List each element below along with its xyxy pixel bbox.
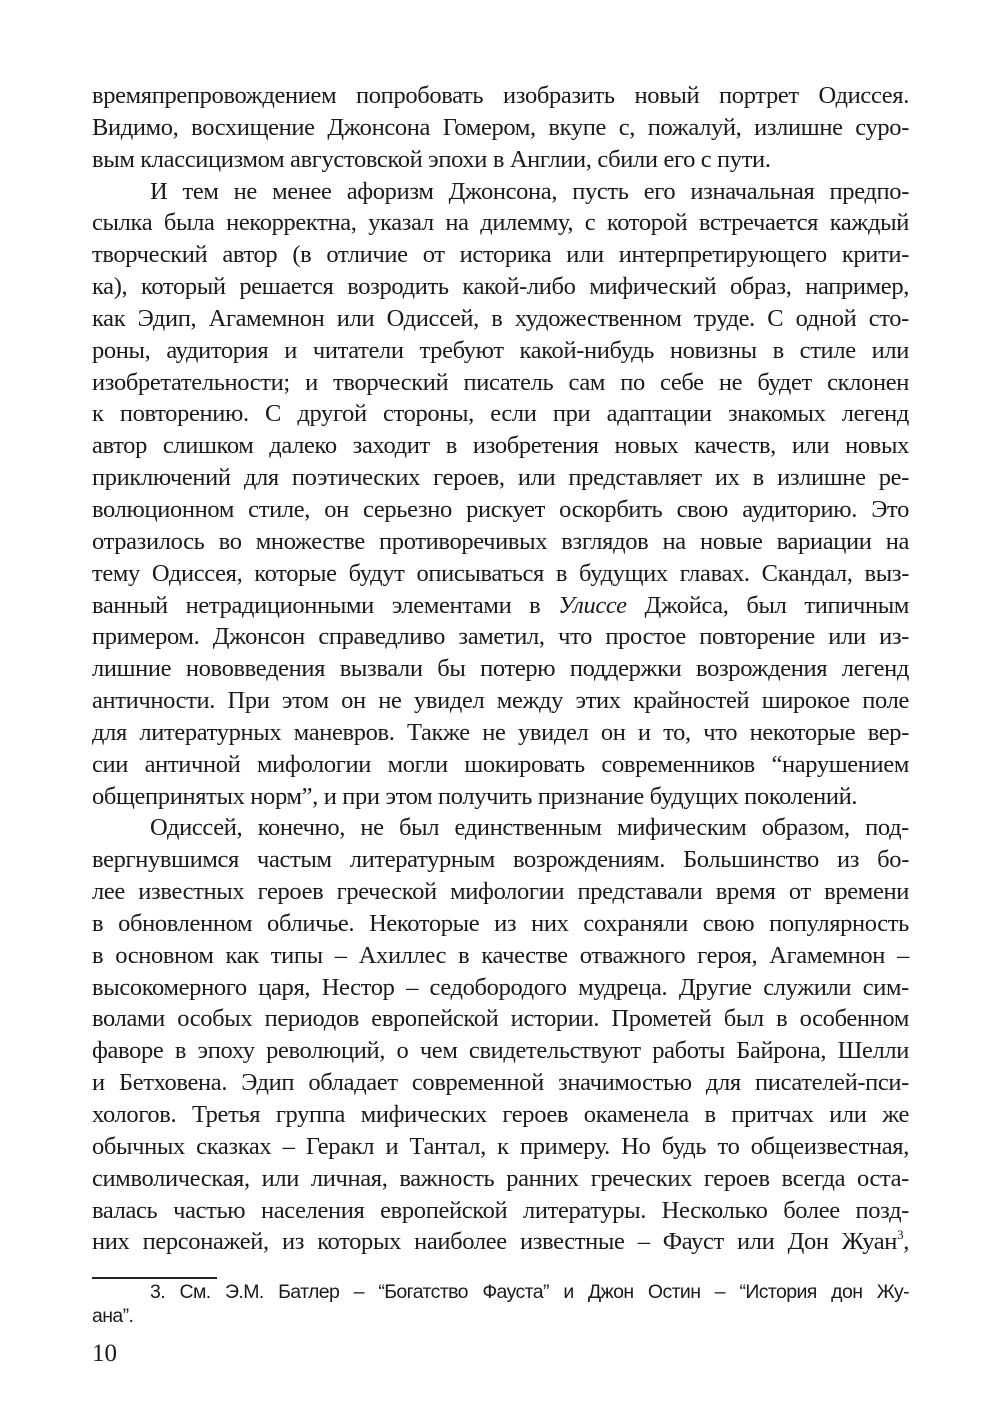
footnote-line: 3. См. Э.М. Батлер – “Богатство Фауста” и Джон Остин – “История дон Жу-: [150, 1281, 909, 1303]
text-line: Видимо, восхищение Джонсона Гомером, вкупе с, пожалуй, излишне суро-: [92, 113, 909, 141]
text-line: фаворе в эпоху революций, о чем свидетельствуют работы Байрона, Шелли: [92, 1037, 909, 1065]
text-line: и Бетховена. Эдип обладает современной значимостью для писателей-пси-: [92, 1069, 909, 1097]
text-segment: ванный нетрадиционными элементами в: [92, 591, 559, 619]
text-line: лишние нововведения вызвали бы потерю поддержки возрождения легенд: [92, 655, 909, 683]
text-line: волами особых периодов европейской истории. Прометей был в особенном: [92, 1005, 909, 1033]
footnote-line: ана”.: [92, 1305, 134, 1327]
text-line-with-italic: [92, 590, 909, 622]
footnote: [92, 1280, 909, 1328]
text-segment: ,: [903, 1228, 909, 1256]
text-line: как Эдип, Агамемнон или Одиссей, в художественном труде. С одной сто-: [92, 304, 909, 332]
text-line: отразилось во множестве противоречивых взглядов на новые вариации на: [92, 527, 909, 555]
text-line: к повторению. С другой стороны, если при адаптации знакомых легенд: [92, 400, 909, 428]
text-line: в обновленном обличье. Некоторые из них сохраняли свою популярность: [92, 909, 909, 937]
text-line: вым классицизмом августовской эпохи в Англии, сбили его с пути.: [92, 145, 771, 173]
text-segment: них персонажей, из которых наиболее известные – Фауст или Дон Жуан: [92, 1228, 898, 1256]
text-line: приключений для поэтических героев, или представляет их в излишне ре-: [92, 464, 909, 492]
text-line: сылка была некорректна, указал на дилемму, с которой встречается каждый: [92, 209, 909, 237]
text-line: античности. При этом он не увидел между этих крайностей широкое поле: [92, 687, 909, 715]
main-text: [92, 80, 909, 1258]
text-line: вергнувшимся частым литературным возрождениям. Большинство из бо-: [92, 846, 909, 874]
text-segment: Джойса, был типичным: [626, 591, 909, 619]
text-line: высокомерного царя, Нестор – седобородого мудреца. Другие служили сим-: [92, 973, 909, 1001]
text-line: в основном как типы – Ахиллес в качестве отважного героя, Агамемнон –: [92, 941, 909, 969]
text-line: общепринятых норм”, и при этом получить признание будущих поколений.: [92, 782, 858, 810]
text-line: волюционном стиле, он серьезно рискует оскорбить свою аудиторию. Это: [92, 495, 909, 523]
text-line: символическая, или личная, важность ранних греческих героев всегда оста-: [92, 1164, 909, 1192]
footnote-reference[interactable]: 3: [897, 1227, 904, 1243]
text-line: И тем не менее афоризм Джонсона, пусть его изначальная предпо-: [150, 177, 909, 205]
text-line: творческий автор (в отличие от историка или интерпретирующего крити-: [92, 241, 909, 269]
text-line: для литературных маневров. Также не увидел он и то, что некоторые вер-: [92, 718, 909, 746]
text-line: ка), который решается возродить какой-либо мифический образ, например,: [92, 273, 909, 301]
text-line: автор слишком далеко заходит в изобретения новых качеств, или новых: [92, 432, 909, 460]
book-title-italic: Улиссе: [558, 591, 627, 619]
text-line: примером. Джонсон справедливо заметил, что простое повторение или из-: [92, 623, 909, 651]
page-number: 10: [92, 1340, 117, 1367]
text-line: валась частью населения европейской литературы. Несколько более позд-: [92, 1196, 909, 1224]
text-line: тему Одиссея, которые будут описываться в будущих главах. Скандал, выз-: [92, 559, 909, 587]
text-line: сии античной мифологии могли шокировать современников “нарушением: [92, 750, 909, 778]
text-line: Одиссей, конечно, не был единственным мифическим образом, под-: [150, 814, 909, 842]
text-line: изобретательности; и творческий писатель сам по себе не будет склонен: [92, 368, 909, 396]
text-line: роны, аудитория и читатели требуют какой-нибудь новизны в стиле или: [92, 336, 909, 364]
text-line: обычных сказках – Геракл и Тантал, к примеру. Но будь то общеизвестная,: [92, 1132, 909, 1160]
footnote-separator: [92, 1277, 217, 1279]
text-line: времяпрепровождением попробовать изобразить новый портрет Одиссея.: [92, 82, 909, 109]
text-line-with-footnote-ref: [92, 1226, 909, 1258]
text-line: хологов. Третья группа мифических героев окаменела в притчах или же: [92, 1101, 909, 1128]
text-line: лее известных героев греческой мифологии представали время от времени: [92, 878, 909, 906]
